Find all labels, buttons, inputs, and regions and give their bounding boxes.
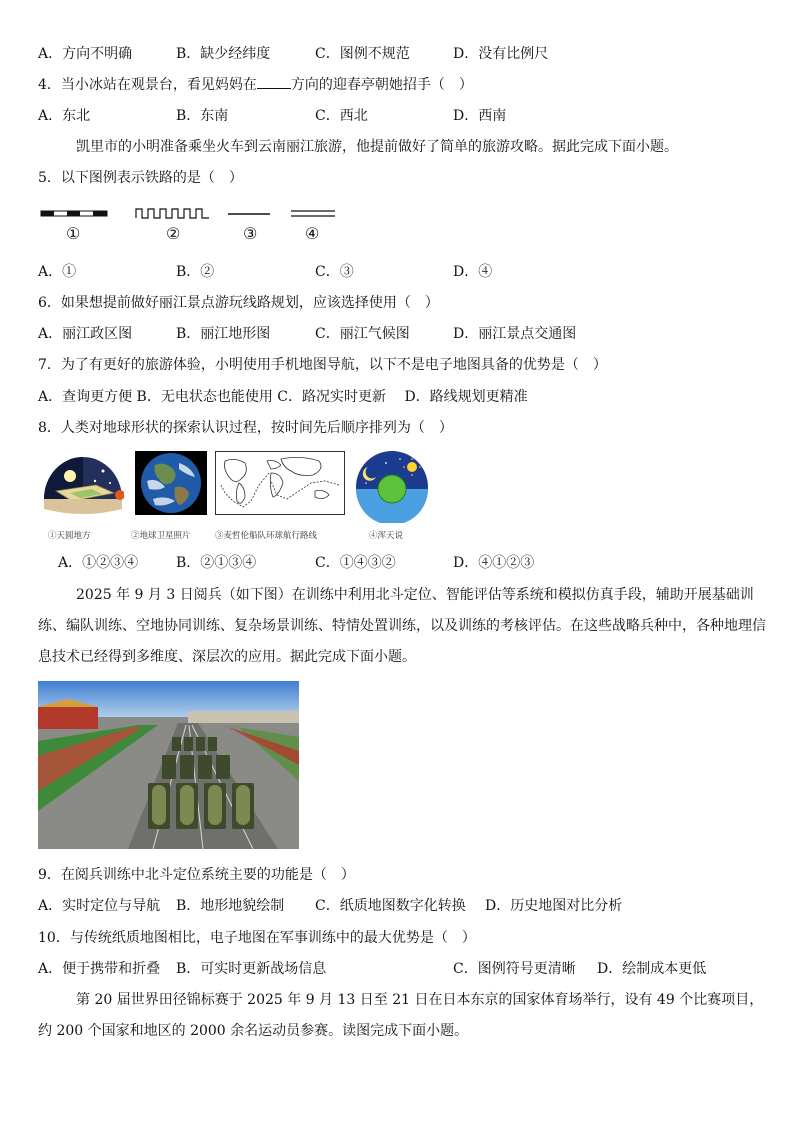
legend-label-4: ④ — [305, 224, 320, 243]
map-legend-double-line — [290, 206, 336, 220]
q5-option-d: D．④ — [453, 264, 493, 280]
intro-athletics: 第 20 届世界田径锦标赛于 2025 年 9 月 13 日至 21 日在日本东京的国家体育场举行，设有 49 个比赛项目，约 200 个国家和地区的 2000 余名运动员参赛。读图完成下面小题。 — [38, 992, 764, 1039]
q6-option-a: A．丽江政区图 — [38, 326, 133, 342]
earth-satellite-photo — [135, 451, 207, 515]
q8-option-b: B．②①③④ — [176, 555, 257, 571]
q4-text-before: 4．当小冰站在观景台，看见妈妈在 — [38, 77, 257, 93]
question-5: 5．以下图例表示铁路的是（ ） — [38, 170, 243, 186]
q4-option-b: B．东南 — [176, 108, 229, 124]
q4-option-d: D．西南 — [453, 108, 507, 124]
q9-option-b: B．地形地貌绘制 — [176, 898, 285, 914]
hun-tian-theory-image — [352, 451, 432, 523]
q4-text-after: 方向的迎春亭朝她招手（ ） — [290, 77, 473, 93]
q8-option-d: D．④①②③ — [453, 555, 535, 571]
military-parade-photo — [38, 681, 299, 849]
caption-2: ②地球卫星照片 — [131, 531, 191, 541]
caption-1: ①天圆地方 — [48, 531, 91, 541]
q9-option-d: D．历史地图对比分析 — [485, 898, 623, 914]
question-9: 9．在阅兵训练中北斗定位系统主要的功能是（ ） — [38, 867, 355, 883]
map-legend-railway — [40, 206, 110, 220]
q6-option-c: C．丽江气候图 — [315, 326, 410, 342]
q3-option-d: D．没有比例尺 — [453, 46, 549, 62]
answer-blank — [257, 76, 291, 89]
legend-label-1: ① — [66, 224, 81, 243]
q4-option-c: C．西北 — [315, 108, 368, 124]
question-6: 6．如果想提前做好丽江景点游玩线路规划，应该选择使用（ ） — [38, 295, 439, 311]
intro-parade: 2025 年 9 月 3 日阅兵（如下图）在训练中利用北斗定位、智能评估等系统和模拟仿真手段，辅助开展基础训练、编队训练、空地协同训练、复杂场景训练、特情处置训练，以及训练的考核评估。在这些战略兵种中，各种地理信息技术已经得到多维度、深层次的应用。据此完成下面小题。 — [38, 587, 766, 665]
legend-label-3: ③ — [243, 224, 258, 243]
q3-option-c: C．图例不规范 — [315, 46, 410, 62]
q3-option-b: B．缺少经纬度 — [176, 46, 271, 62]
caption-4: ④浑天说 — [369, 531, 404, 541]
q10-option-b: B．可实时更新战场信息 — [176, 961, 327, 977]
q4-option-a: A．东北 — [38, 108, 91, 124]
q5-option-b: B．② — [176, 264, 215, 280]
question-4 — [38, 76, 473, 94]
legend-label-2: ② — [166, 224, 181, 243]
q8-option-c: C．①④③② — [315, 555, 396, 571]
q5-option-a: A．① — [38, 264, 77, 280]
q9-option-c: C．纸质地图数字化转换 — [315, 898, 466, 914]
q10-option-a: A．便于携带和折叠 — [38, 961, 161, 977]
intro-lijiang: 凯里市的小明准备乘坐火车到云南丽江旅游，他提前做好了简单的旅游攻略。据此完成下面小题。 — [76, 139, 678, 155]
magellan-route-map — [215, 451, 345, 515]
q9-option-a: A．实时定位与导航 — [38, 898, 161, 914]
q3-option-a: A．方向不明确 — [38, 46, 133, 62]
q10-option-c: C．图例符号更清晰 — [453, 961, 576, 977]
q6-option-d: D．丽江景点交通图 — [453, 326, 577, 342]
caption-3: ③麦哲伦船队环球航行路线 — [215, 531, 318, 541]
sky-round-earth-square-image — [40, 451, 124, 521]
question-7: 7．为了有更好的旅游体验，小明使用手机地图导航，以下不是电子地图具备的优势是（ ） — [38, 357, 607, 373]
map-legend-wall — [135, 206, 211, 220]
question-8: 8．人类对地球形状的探索认识过程，按时间先后顺序排列为（ ） — [38, 420, 453, 436]
q6-option-b: B．丽江地形图 — [176, 326, 271, 342]
map-legend-single-line — [227, 206, 271, 220]
q8-option-a: A．①②③④ — [58, 555, 139, 571]
q7-options: A．查询更方便 B．无电状态也能使用 C．路况实时更新 D．路线规划更精准 — [38, 389, 528, 405]
q5-option-c: C．③ — [315, 264, 354, 280]
q10-option-d: D．绘制成本更低 — [597, 961, 707, 977]
question-10: 10．与传统纸质地图相比，电子地图在军事训练中的最大优势是（ ） — [38, 930, 476, 946]
